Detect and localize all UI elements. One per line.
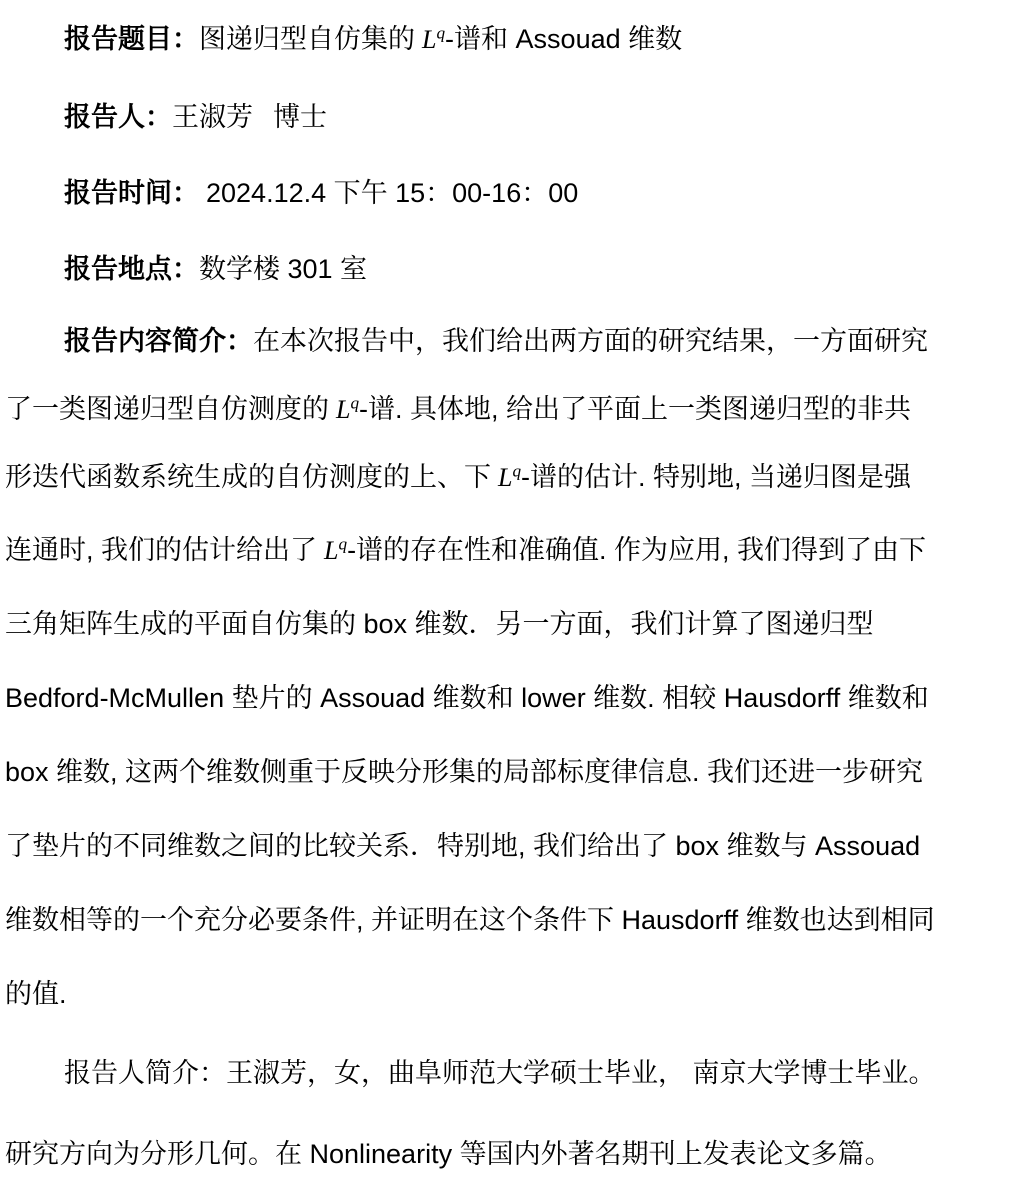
math-base: L: [336, 395, 351, 424]
bio-text: 王淑芳，女，曲阜师范大学硕士毕业， 南京大学博士毕业。: [226, 1058, 936, 1088]
time-value: 2024.12.4 下午 15：00-16：00: [206, 178, 579, 208]
abstract-label: 报告内容简介：: [64, 326, 253, 356]
seminar-title-value-pre: 图递归型自仿集的: [199, 24, 415, 54]
abstract-line-6: [5, 681, 1005, 715]
abstract-text: 了一类图递归型自仿测度的: [5, 394, 329, 424]
time-label: 报告时间：: [64, 178, 199, 208]
abstract-text: -谱的估计. 特别地, 当递归图是强: [521, 462, 912, 492]
abstract-line-4: [5, 533, 1005, 568]
abstract-line-10: [5, 977, 1005, 1011]
lq-math-notation: [336, 395, 359, 424]
abstract-text: 的值.: [5, 979, 67, 1009]
abstract-text: 三角矩阵生成的平面自仿集的 box 维数．另一方面，我们计算了图递归型: [5, 609, 874, 639]
math-base: L: [498, 463, 513, 492]
speaker-label: 报告人：: [64, 102, 172, 132]
bio-text: 研究方向为分形几何。在 Nonlinearity 等国内外著名期刊上发表论文多篇。: [5, 1139, 892, 1169]
seminar-title-label: 报告题目：: [64, 24, 199, 54]
venue-label: 报告地点：: [64, 254, 199, 284]
bio-line-2: [5, 1137, 1005, 1171]
seminar-title-value-post: -谱和 Assouad 维数: [445, 24, 683, 54]
bio-label: 报告人简介：: [64, 1058, 226, 1088]
abstract-text: 维数相等的一个充分必要条件, 并证明在这个条件下 Hausdorff 维数也达到相同: [5, 905, 935, 935]
abstract-text: 形迭代函数系统生成的自仿测度的上、下: [5, 462, 491, 492]
venue-line: [0, 252, 1024, 286]
speaker-line: [0, 100, 1024, 134]
seminar-title-line: [0, 22, 1024, 57]
abstract-text: 在本次报告中，我们给出两方面的研究结果，一方面研究: [253, 326, 928, 356]
lq-math-notation: [498, 463, 521, 492]
abstract-line-1: [64, 324, 1005, 358]
abstract-line-9: [5, 903, 1005, 937]
abstract-text: -谱. 具体地, 给出了平面上一类图递归型的非共: [359, 394, 912, 424]
time-line: [0, 176, 1024, 210]
abstract-text: 了垫片的不同维数之间的比较关系．特别地, 我们给出了 box 维数与 Assouad: [5, 831, 921, 861]
lq-math-notation: [324, 536, 347, 565]
math-base: L: [324, 536, 339, 565]
abstract-line-7: [5, 755, 1005, 789]
abstract-text: Bedford-McMullen 垫片的 Assouad 维数和 lower 维数. 相较 Hausdorff 维数和: [5, 683, 929, 713]
bio-line-1: [64, 1056, 1005, 1090]
abstract-text: -谱的存在性和准确值. 作为应用, 我们得到了由下: [347, 535, 927, 565]
abstract-text: box 维数, 这两个维数侧重于反映分形集的局部标度律信息. 我们还进一步研究: [5, 757, 924, 787]
abstract-line-5: [5, 607, 1005, 641]
math-exponent: q: [436, 23, 446, 43]
abstract-text: 连通时, 我们的估计给出了: [5, 535, 318, 565]
abstract-line-2: [5, 392, 1005, 427]
speaker-degree: 博士: [273, 102, 327, 132]
math-base: L: [422, 25, 437, 54]
math-exponent: q: [350, 393, 360, 413]
abstract-line-8: [5, 829, 1005, 863]
math-exponent: q: [338, 534, 348, 554]
venue-value: 数学楼 301 室: [199, 254, 368, 284]
lq-math-notation: [422, 25, 445, 54]
speaker-name: 王淑芳: [172, 102, 253, 132]
math-exponent: q: [512, 461, 522, 481]
abstract-line-3: [5, 460, 1005, 495]
